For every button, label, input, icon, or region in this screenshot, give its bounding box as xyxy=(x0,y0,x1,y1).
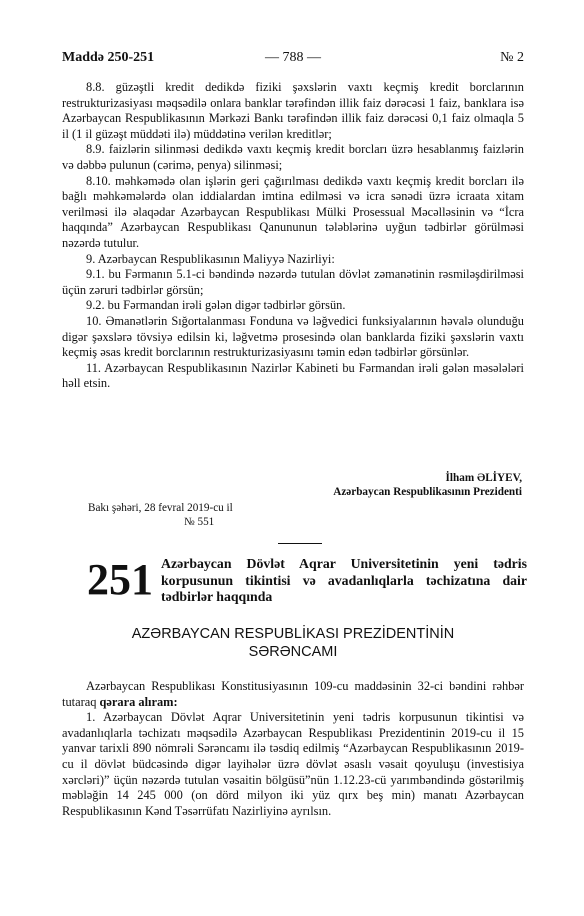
issue-number: № 2 xyxy=(500,50,524,65)
body-text-bottom xyxy=(62,679,524,819)
page-header xyxy=(62,50,524,70)
paragraph: 9. Azərbaycan Respublikasının Maliyyə Nazirliyi: xyxy=(86,251,335,266)
signature-block xyxy=(333,472,522,499)
decree-heading xyxy=(87,556,527,606)
signatory-title: Azərbaycan Respublikasının Prezidenti xyxy=(333,485,522,498)
page-number: — 788 — xyxy=(265,50,321,65)
order-item: 1. Azərbaycan Dövlət Aqrar Universitetinin yeni tədris korpusunun tikintisi və avadanlıqlarla təchizatı məqsədilə Azərbaycan Respublikası Prezidentinin 2019-cu il 15 yanvar tarixli 890 nömrəli Sərəncamı ilə təsdiq edilmiş “Azərbaycan Respublikasının 2019-cu il dövlət büdcəsində digər layihələr üzrə dövlət əsaslı vəsait qoyuluşu (investisiya xərcləri)” üçün nəzərdə tutulan vəsaitin bölgüsü”nün 1.12.23-cü yarımbəndində göstərilmiş məbləğin 14 245 000 (on dörd milyon iki yüz qırx beş min) manatı Azərbaycan Respublikasının Kənd Təsərrüfatı Nazirliyinə ayrılsın. xyxy=(62,710,524,818)
decree-number: 251 xyxy=(87,555,153,604)
signatory-name: İlham ƏLİYEV, xyxy=(445,472,522,484)
preamble xyxy=(62,679,524,710)
paragraph: 9.2. bu Fərmandan irəli gələn digər tədbirlər görsün. xyxy=(86,298,346,313)
paragraph: 11. Azərbaycan Respublikasının Nazirlər Kabineti bu Fərmandan irəli gələn məsələləri həll etsin. xyxy=(62,360,524,391)
article-range: Maddə 250-251 xyxy=(62,50,155,65)
section-divider xyxy=(278,543,322,544)
preamble-text: Azərbaycan Respublikası Konstitusiyasının 109-cu maddəsinin 32-ci bəndini rəhbər tutaraq xyxy=(62,679,524,709)
paragraph: 10. Əmanətlərin Sığortalanması Fonduna və ləğvedici funksiyalarının həvalə olunduğu digər şəxslərə tövsiyə edilsin ki, ləğvetmə prosesində olan banklarda fiziki şəxslərin vaxtı keçmiş əsas kredit borclarının restrukturizasiyasını təmin edən tədbirlər görsünlər. xyxy=(62,313,524,360)
decree-title: Azərbaycan Dövlət Aqrar Universitetinin yeni tədris korpusunun tikintisi və avadanlıqlarla təchizatına dair tədbirlər haqqında xyxy=(161,556,527,604)
paragraph: 8.9. faizlərin silinməsi dedikdə vaxtı keçmiş kredit borcları üzrə hesablanmış faizlərin və dəbbə pulunun (cərimə, penya) silinməsi; xyxy=(62,142,524,172)
paragraph: 9.1. bu Fərmanın 5.1-ci bəndində nəzərdə tutulan dövlət zəmanətinin rəsmiləşdirilməsi üçün zəruri tədbirlər görsün; xyxy=(62,267,524,297)
order-heading-line: AZƏRBAYCAN RESPUBLİKASI PREZİDENTİNİN xyxy=(131,626,455,642)
order-heading-line: SƏRƏNCAMI xyxy=(248,643,338,660)
paragraph: 8.8. güzəştli kredit dedikdə fiziki şəxslərin vaxtı keçmiş kredit borclarının restrukturizasiyası məqsədilə onlara banklar tərəfindən illik faiz dərəcəsi 1 faiz, banklara isə Azərbaycan Respublikasının Mərkəzi Bankı tərəfindən illik faiz dərəcəsi 0,1 faiz olmaqla 5 il (1 il güzəşt müddəti ilə) müddətinə verilən kreditlər; xyxy=(62,80,524,141)
body-text-top xyxy=(62,80,524,392)
paragraph: 8.10. məhkəmədə olan işlərin geri çağırılması dedikdə vaxtı keçmiş kredit borcları ilə bağlı məhkəmələrdə olan iddialardan imtina edilməsi və icra sənədi üzrə icraata xitam verilməsi ilə əlaqədar Azərbaycan Respublikası Mülki Prosessual Məcəlləsinin və “İcra haqqında” Azərbaycan Respublikası Qanununun tələblərinə uyğun tədbirlər görülməsi nəzərdə tutulur. xyxy=(62,173,524,250)
preamble-resolution: qərara alıram: xyxy=(99,694,178,709)
order-heading xyxy=(62,626,524,661)
place-date: Bakı şəhəri, 28 fevral 2019-cu il xyxy=(88,502,233,514)
document-number: № 551 xyxy=(184,515,215,528)
place-date-block xyxy=(88,502,233,529)
